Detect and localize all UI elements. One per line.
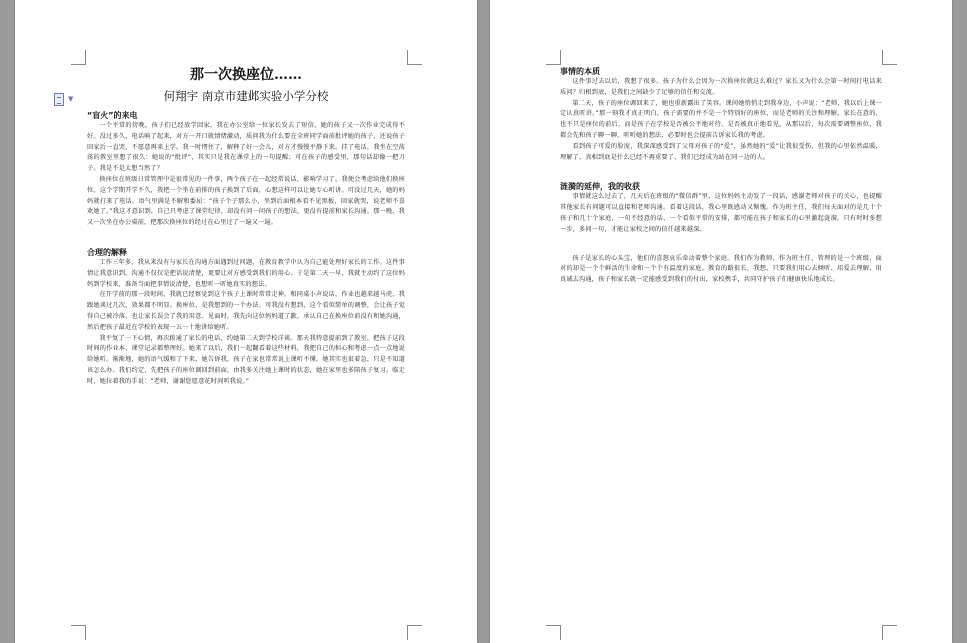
paragraph: 第二天，孩子的座位调回来了，她也重新露出了笑容。课间她悄悄走到我身边，小声说：“老师，我以后上课一定认真听讲。”那一刻我才真正明白，孩子需要的并不是一个特别好的座位，而是老师的关注和理解。家长在意的，也不只是座位的前后，而是孩子在学校是否被公平地对待、是否被真正地看见。从那以后，每次需要调整座位，我都会先和孩子聊一聊，听听她的想法，必要时也会提前告诉家长我的考虑。 — [560, 99, 882, 139]
crop-mark — [546, 625, 561, 640]
crop-mark — [407, 50, 422, 65]
document-icon[interactable] — [54, 93, 64, 106]
page-right — [490, 0, 952, 643]
section-heading: 事情的本质 — [560, 67, 600, 76]
chevron-down-icon[interactable]: ▼ — [68, 95, 74, 103]
paragraph: 我平复了一下心情，再次拨通了家长的电话，约她第二天到学校详谈。那天我特意提前到了教室，把孩子这段时间的作业本、课堂记录都整理好。她来了以后，我们一起翻看着这些材料，我把自己的担心和考虑一点一点地说给她听。渐渐地，她的语气缓和了下来，她告诉我，孩子在家也常常说上课听不懂，她其实也很着急，只是不知道该怎么办。我们约定，先把孩子的座位调回到前面，由我多关注她上课时的状态，她在家里也多陪孩子复习。临走时，她拉着我的手说：“老师，谢谢您愿意花时间听我说。” — [87, 334, 405, 385]
paragraph: 一个平常的傍晚，孩子们已经放学回家，我在办公室给一位家长发去了短信，她的孩子又一次作业完成得不好。没过多久，电话响了起来，对方一开口就情绪激动，质问我为什么要在全班同学面前批评她的孩子，还说孩子回家后一直哭，不愿意再来上学。我一时愣住了，解释了好一会儿，对方才慢慢平静下来。挂了电话，我坐在空荡荡的教室里想了很久：她说的“批评”，其实只是我在课堂上的一句提醒；可在孩子的感受里，那句话却像一把刀子。我是不是太想当然了？ — [87, 122, 405, 173]
paragraph: 这件事过去以后，我想了很多。孩子为什么会因为一次换座位就这么难过？家长又为什么会第一时间打电话来质问？归根到底，是我们之间缺少了足够的信任和交流。 — [560, 78, 882, 96]
document-title: 那一次换座位…… — [190, 67, 302, 83]
author-line: 何翔宇 南京市建邺实验小学分校 — [163, 89, 329, 103]
paragraph: 事情就这么过去了，几天后在班级的“微信群”里，这位妈妈主动发了一段话，感谢老师对孩子的关心，也提醒其他家长有问题可以直接和老师沟通。看着这段话，我心里既感动又惭愧。作为班主任，我们每天面对的是几十个孩子和几十个家庭，一句不经意的话、一个看似平常的安排，都可能在孩子和家长的心里激起涟漪。只有时时多想一步，多问一句，才能让家校之间的信任越来越深。 — [560, 193, 882, 233]
section-heading: 涟漪的延伸，我的收获 — [560, 182, 640, 192]
crop-mark — [882, 50, 897, 65]
closing-paragraph: 孩子是家长的心头宝，他们的喜怒哀乐牵动着整个家庭。我们作为教师，作为班主任，管理的是一个班级，面对的却是一个个鲜活的生命和一个个有温度的家庭。教育的路很长，我想，只要我们用心去倾听、用爱去理解、用真诚去沟通，孩子和家长就一定能感受到我们的付出，家校携手，共同守护孩子们健康快乐地成长。 — [560, 254, 882, 284]
crop-mark — [546, 50, 561, 65]
crop-mark — [882, 625, 897, 640]
page-left — [15, 0, 477, 643]
paragraph: 看到孩子可爱的脸庞，我深深感受到了父母对孩子的“爱”，虽然她的“爱”让我很受伤，但我的心里依然温暖，理解了，真相到底是什么已经不再重要了，我们已经成为站在同一边的人。 — [560, 142, 882, 161]
paragraph: 工作三年多，我从来没有与家长在沟通方面遇到过问题，在教育教学中认为自己能处理好家长的工作。这件事情让我意识到，沟通不仅仅是把话说清楚，更要让对方感受到我们的用心。于是第二天一早，我就主动约了这位妈妈到学校来，准备当面把事情说清楚，也想听一听她真实的想法。 — [87, 258, 405, 288]
paragraph: 在开学前的那一段时间，我就已经察觉到这个孩子上课时常常走神，和同桌小声说话，作业也越来越马虎。我跟她谈过几次，效果都不明显。换座位，是我想到的一个办法。可我没有想到，这个看似简单的调整，会让孩子觉得自己被冷落，也让家长误会了我的用意。见面时，我先向这位妈妈道了歉，承认自己在换座位前没有和她沟通，然后把孩子最近在学校的表现一五一十地讲给她听。 — [87, 291, 405, 331]
section-heading: “盲火”的来电 — [87, 111, 138, 120]
crop-mark — [71, 625, 86, 640]
section-heading: 合理的解释 — [87, 247, 127, 257]
paragraph: 换座位在班级日常管理中是很常见的一件事，两个孩子在一起经常说话，影响学习了，我便会考虑给他们换座位。这个学期开学不久，我把一个坐在前排的孩子换到了后面，心想这样可以让她专心听讲。可没过几天，她的妈妈就打来了电话，语气里满是不解和委屈：“孩子个子那么小，坐到后面根本看不见黑板，回家就哭，说老师不喜欢她了。”我这才意识到，自己只考虑了课堂纪律，却没有问一问孩子的想法，更没有提前和家长沟通。那一晚，我又一次坐在办公桌前，把那次换座位的经过在心里过了一遍又一遍。 — [87, 175, 405, 227]
crop-mark — [71, 50, 86, 65]
crop-mark — [407, 625, 422, 640]
